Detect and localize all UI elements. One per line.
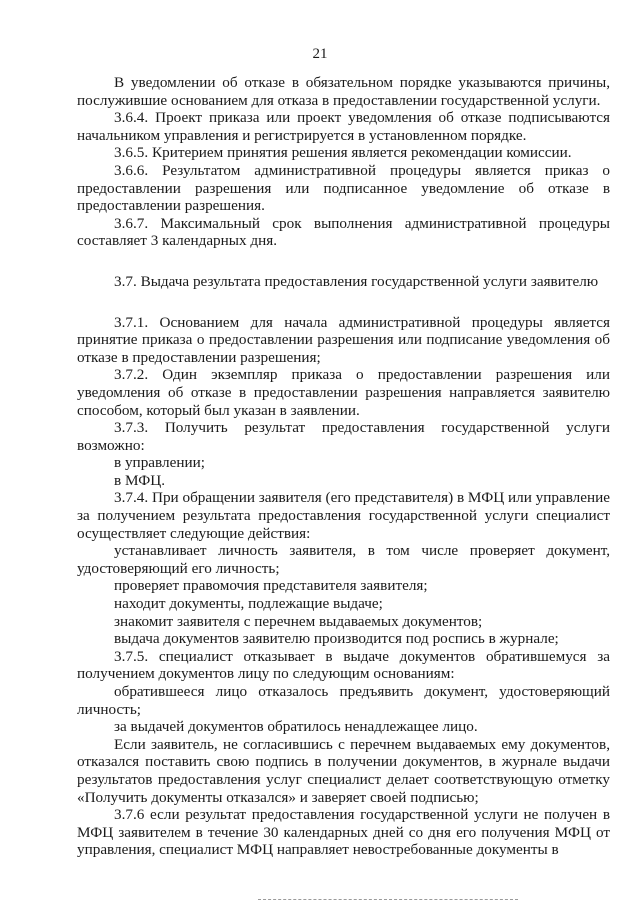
paragraph: знакомит заявителя с перечнем выдаваемых документов;: [114, 612, 483, 630]
paragraph: 3.7.1. Основанием для начала административной процедуры является принятие приказа о предоставлении разрешения или подписание уведомления об отказе в предоставлении разрешения;: [77, 313, 610, 366]
paragraph: 3.7.3. Получить результат предоставления государственной услуги возможно:: [77, 419, 610, 454]
paragraph: устанавливает личность заявителя, в том числе проверяет документ, удостоверяющий его личность;: [77, 542, 610, 577]
paragraph: В уведомлении об отказе в обязательном порядке указываются причины, послужившие основанием для отказа в предоставлении государственной услуги.: [77, 74, 610, 109]
paragraph: 3.7.2. Один экземпляр приказа о предоставлении разрешения или уведомления об отказе в предоставлении разрешения направляется заявителю способом, который был указан в заявлении.: [77, 366, 610, 419]
paragraph: за выдачей документов обратилось ненадлежащее лицо.: [114, 718, 478, 736]
paragraph: 3.7.6 если результат предоставления государственной услуги не получен в МФЦ заявителем в течение 30 календарных дней со дня его получения МФЦ от управления, специалист МФЦ направляет невостребованные документы в: [77, 806, 610, 859]
paragraph: 3.6.7. Максимальный срок выполнения административной процедуры составляет 3 календарных дня.: [77, 214, 610, 250]
paragraph: Если заявитель, не согласившись с перечнем выдаваемых ему документов, отказался поставить свою подпись в получении документов, в журнале выдачи результатов предоставления услуг специалист делает соответствующую отметку «Получить документы отказался» и заверяет своей подписью;: [77, 735, 610, 806]
section-heading: 3.7. Выдача результата предоставления государственной услуги заявителю: [114, 272, 599, 290]
paragraph: 3.7.4. При обращении заявителя (его представителя) в МФЦ или управление за получением результата предоставления государственной услуги специалист осуществляет следующие действия:: [77, 489, 610, 542]
paragraph: 3.7.5. специалист отказывает в выдаче документов обратившемуся за получением документов лицу по следующим основаниям:: [77, 647, 610, 683]
paragraph: 3.6.6. Результатом административной процедуры является приказ о предоставлении разрешения или подписанное уведомление об отказе в предоставлении разрешения.: [77, 161, 610, 215]
scan-edge-artifact: [258, 899, 518, 901]
paragraph: проверяет правомочия представителя заявителя;: [114, 577, 428, 595]
paragraph: выдача документов заявителю производится под роспись в журнале;: [114, 630, 559, 648]
page-number: 21: [312, 46, 328, 62]
paragraph: 3.6.4. Проект приказа или проект уведомления об отказе подписываются начальником управления и регистрируется в установленном порядке.: [77, 109, 610, 144]
document-body: [77, 74, 610, 859]
paragraph: в МФЦ.: [114, 471, 166, 489]
paragraph: обратившееся лицо отказалось предъявить документ, удостоверяющий личность;: [77, 683, 610, 718]
paragraph: находит документы, подлежащие выдаче;: [114, 595, 383, 613]
paragraph: в управлении;: [114, 454, 205, 472]
paragraph: 3.6.5. Критерием принятия решения является рекомендации комиссии.: [114, 144, 572, 162]
